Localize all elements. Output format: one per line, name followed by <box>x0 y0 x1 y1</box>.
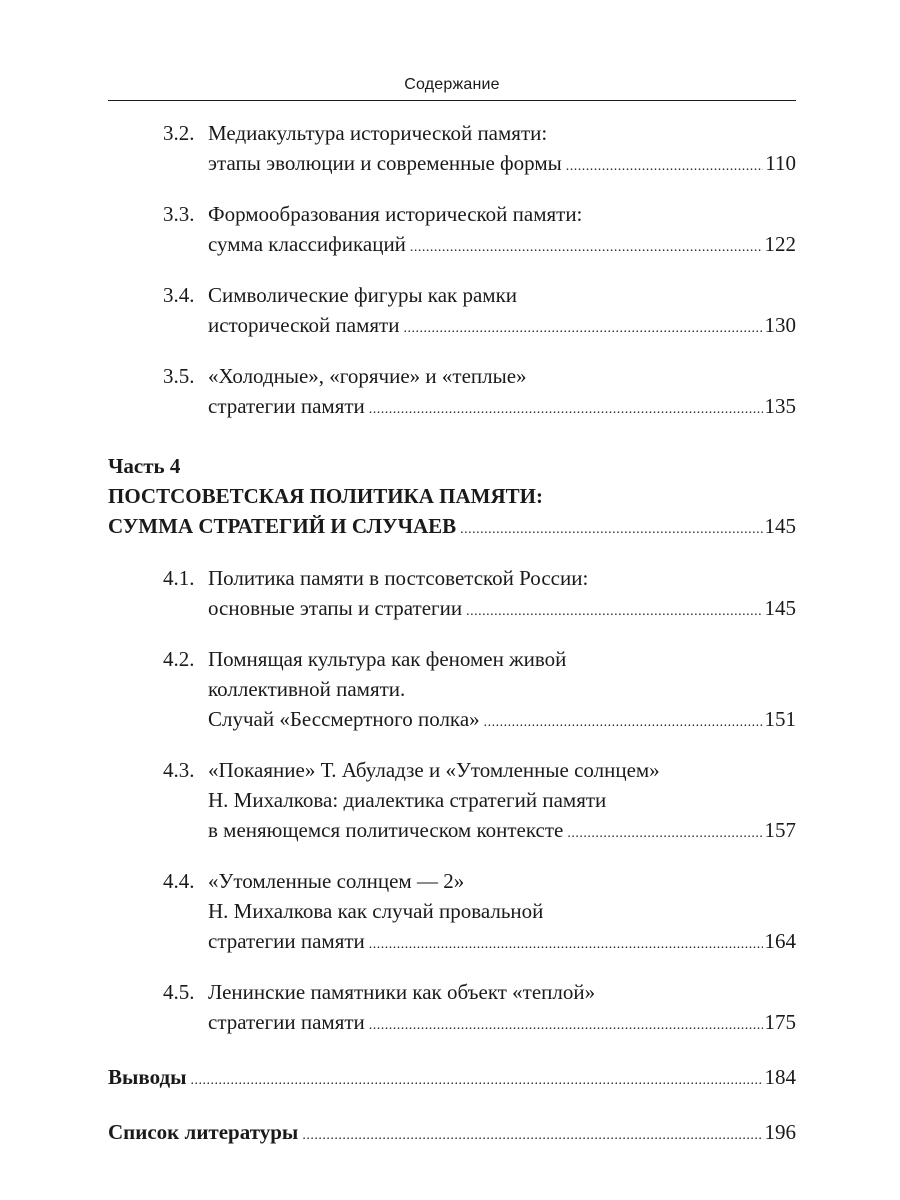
toc-entry-4-4[interactable] <box>108 866 796 960</box>
part-title: СУММА СТРАТЕГИЙ И СЛУЧАЕВ <box>108 514 457 538</box>
toc-entry-title: Формообразования исторической памяти: <box>208 202 583 226</box>
toc-entry-title: Ленинские памятники как объект «теплой» <box>208 980 596 1004</box>
toc-entry-3-4[interactable] <box>108 280 796 344</box>
part-title: ПОСТСОВЕТСКАЯ ПОЛИТИКА ПАМЯТИ: <box>108 484 544 508</box>
toc-entry-number: 3.2. <box>163 121 195 145</box>
dot-leader <box>369 395 763 425</box>
toc-entry-3-3[interactable] <box>108 199 796 263</box>
toc-entry-title: Помнящая культура как феномен живой <box>208 647 567 671</box>
toc-entry-3-5[interactable] <box>108 361 796 425</box>
dot-leader <box>460 515 762 545</box>
dot-leader <box>191 1066 763 1096</box>
dot-leader <box>410 233 763 263</box>
toc-part-4[interactable] <box>108 451 796 545</box>
dot-leader <box>566 152 764 182</box>
toc-page-number: 184 <box>764 1065 796 1089</box>
toc-entry-title: стратегии памяти <box>208 394 365 418</box>
dot-leader <box>369 930 763 960</box>
toc-page-number: 145 <box>764 514 796 538</box>
toc-entry-number: 4.2. <box>163 647 195 671</box>
toc-page-number: 145 <box>764 596 796 620</box>
dot-leader <box>369 1011 763 1041</box>
toc-page-number: 110 <box>765 151 796 175</box>
header-rule <box>108 100 796 101</box>
dot-leader <box>567 819 762 849</box>
toc-entry-number: 3.3. <box>163 202 195 226</box>
toc-entry-title: Политика памяти в постсоветской России: <box>208 566 589 590</box>
toc-page-number: 196 <box>764 1120 796 1144</box>
toc-page-number: 135 <box>764 394 796 418</box>
toc-entry-number: 4.1. <box>163 566 195 590</box>
toc-entry-title: Символические фигуры как рамки <box>208 283 518 307</box>
toc-page-number: 164 <box>764 929 796 953</box>
toc-entry-number: 4.3. <box>163 758 195 782</box>
conclusions-title: Выводы <box>108 1065 187 1089</box>
toc-entry-4-5[interactable] <box>108 977 796 1041</box>
toc-entry-title: Медиакультура исторической памяти: <box>208 121 548 145</box>
toc-bibliography[interactable] <box>108 1117 796 1151</box>
toc-entry-title: «Покаяние» Т. Абуладзе и «Утомленные солнцем» <box>208 758 660 782</box>
toc-entry-title: в меняющемся политическом контексте <box>208 818 564 842</box>
toc-entry-number: 3.4. <box>163 283 195 307</box>
toc-entry-title: Случай «Бессмертного полка» <box>208 707 480 731</box>
toc-page-number: 122 <box>764 232 796 256</box>
toc-page-number: 130 <box>764 313 796 337</box>
toc-entry-title: Н. Михалкова как случай провальной <box>208 899 544 923</box>
dot-leader <box>466 597 762 627</box>
toc-page-number: 175 <box>764 1010 796 1034</box>
toc-entry-number: 4.5. <box>163 980 195 1004</box>
toc-conclusions[interactable] <box>108 1062 796 1096</box>
dot-leader <box>403 314 762 344</box>
running-head: Содержание <box>404 76 500 93</box>
toc-page-number: 151 <box>764 707 796 731</box>
toc-entry-title: этапы эволюции и современные формы <box>208 151 562 175</box>
bibliography-title: Список литературы <box>108 1120 299 1144</box>
toc-entry-title: стратегии памяти <box>208 929 365 953</box>
toc-entry-title: «Холодные», «горячие» и «теплые» <box>208 364 527 388</box>
toc-entry-title: «Утомленные солнцем — 2» <box>208 869 465 893</box>
dot-leader <box>302 1121 762 1151</box>
toc-entry-4-1[interactable] <box>108 563 796 627</box>
toc-entry-title: основные этапы и стратегии <box>208 596 463 620</box>
toc-entry-4-2[interactable] <box>108 644 796 738</box>
toc-entry-4-3[interactable] <box>108 755 796 849</box>
toc-entry-number: 3.5. <box>163 364 195 388</box>
toc-page-number: 157 <box>764 818 796 842</box>
toc-entry-3-2[interactable] <box>108 118 796 182</box>
toc-entry-title: сумма классификаций <box>208 232 406 256</box>
table-of-contents <box>108 118 796 1151</box>
toc-entry-title: Н. Михалкова: диалектика стратегий памяти <box>208 788 607 812</box>
part-label: Часть 4 <box>108 454 181 478</box>
toc-entry-number: 4.4. <box>163 869 195 893</box>
toc-entry-title: исторической памяти <box>208 313 400 337</box>
dot-leader <box>484 708 763 738</box>
toc-entry-title: стратегии памяти <box>208 1010 365 1034</box>
toc-entry-title: коллективной памяти. <box>208 677 406 701</box>
